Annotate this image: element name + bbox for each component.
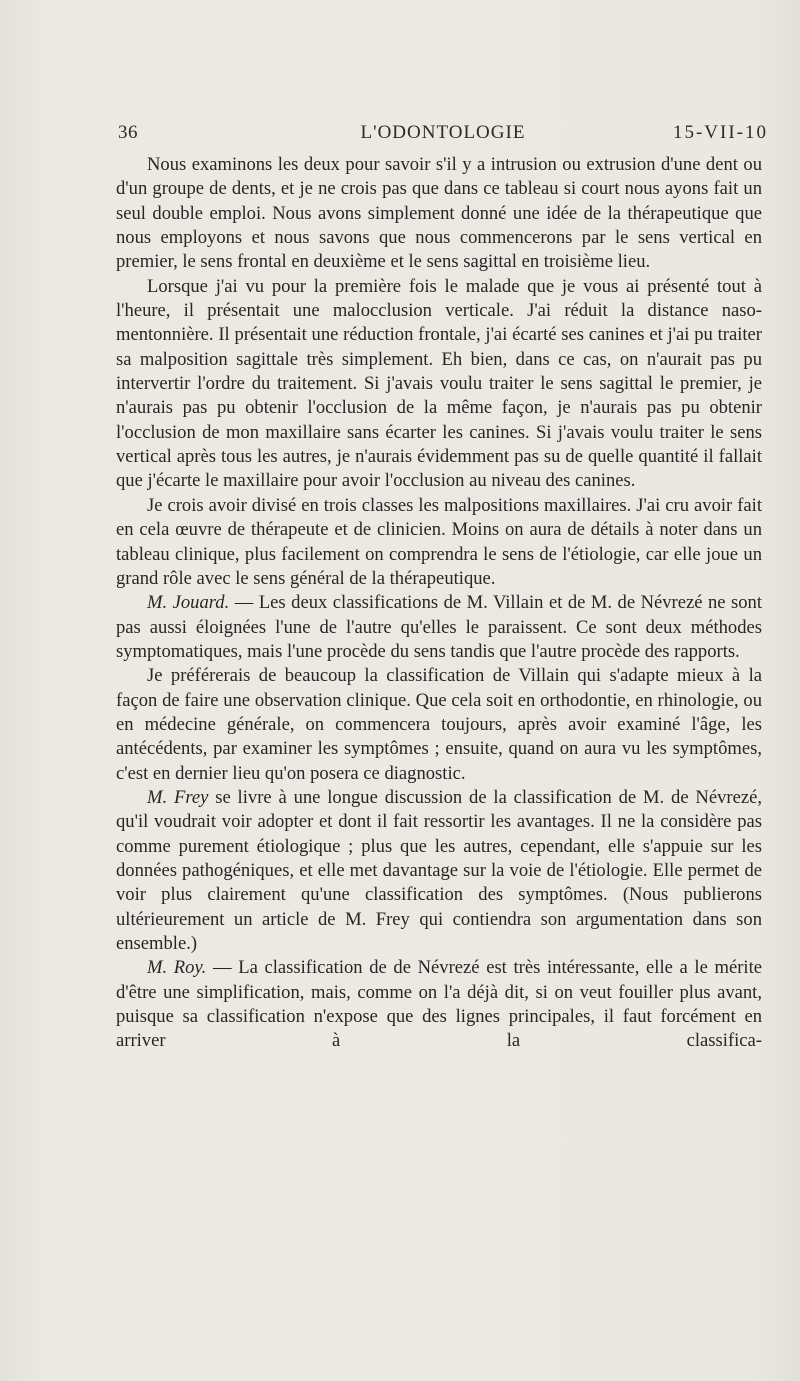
paragraph — [116, 494, 762, 591]
body-text — [116, 153, 762, 1054]
speaker-name: M. Jouard. — [147, 592, 230, 614]
journal-title: L'ODONTOLOGIE — [360, 122, 526, 143]
paragraph-text: Lorsque j'ai vu pour la première fois le malade que je vous ai présenté tout à l'heure, il présentait une malocclusion verticale. J'ai réduit la distance naso-mentonnière. Il présentait une réduction frontale, j'ai écarté ses canines et j'ai pu traiter sa malposition sagittale très simplement. Eh bien, dans ce cas, on n'aurait pas pu intervertir l'ordre du traitement. Si j'avais voulu traiter le sens sagittal le premier, je n'aurais pas pu obtenir l'occlusion de la même façon, je n'aurais pas pu obtenir l'occlusion de mon maxillaire sans écarter les canines. Si j'avais voulu traiter le sens vertical après tous les autres, je n'aurais évidemment pas su de quelle quantité il fallait que j'écarte le maxillaire pour avoir l'occlusion au niveau des canines. — [116, 275, 762, 492]
paragraph — [116, 956, 762, 1053]
running-head — [118, 122, 768, 152]
speaker-name: M. Frey — [147, 786, 209, 808]
page-number: 36 — [118, 122, 138, 143]
paragraph-text: Je préférerais de beaucoup la classification de Villain qui s'adapte mieux à la façon de faire une observation clinique. Que cela soit en orthodontie, en rhinologie, ou en médecine générale, on commencera toujours, après avoir examiné l'âge, les antécédents, par examiner les symptômes ; ensuite, quand on aura vu les symptômes, c'est en dernier lieu qu'on posera ce diagnostic. — [116, 665, 762, 784]
paragraph — [116, 275, 762, 494]
paragraph — [116, 664, 762, 786]
speaker-name: M. Roy. — [147, 957, 207, 979]
paragraph — [116, 786, 762, 956]
paragraph-text: se livre à une longue discussion de la classification de M. de Névrezé, qu'il voudrait voir adopter et dont il fait ressortir les avantages. Il ne la considère pas comme purement étiologique ; plus que les autres, cependant, elle s'appuie sur les données pathogéniques, et elle met davantage sur la voie de l'étiologie. Elle permet de voir plus clairement qu'une classification des symptômes. (Nous publierons ultérieurement un article de M. Frey qui contiendra son argumentation dans son ensemble.) — [116, 786, 762, 954]
paragraph-text: Nous examinons les deux pour savoir s'il y a intrusion ou extrusion d'une dent ou d'un groupe de dents, et je ne crois pas que dans ce tableau si court nous ayons fait un seul double emploi. Nous avons simplement donné une idée de la thérapeutique que nous employons et nous savons que nous commencerons par le sens vertical en premier, le sens frontal en deuxième et le sens sagittal en troisième lieu. — [116, 154, 762, 273]
paragraph-text: Je crois avoir divisé en trois classes les malpositions maxillaires. J'ai cru avoir fait en cela œuvre de thérapeute et de clinicien. Moins on aura de détails à noter dans un tableau clinique, plus facilement on comprendra le sens de l'étiologie, car elle joue un grand rôle avec le sens général de la thérapeutique. — [116, 494, 762, 589]
issue-date: 15-VII-10 — [672, 122, 768, 143]
paragraph-text: — Les deux classifications de M. Villain et de M. de Névrezé ne sont pas aussi éloignées l'une de l'autre qu'elles le paraissent. Ce sont deux méthodes symptomatiques, mais l'une procède du sens tandis que l'autre procède des rapports. — [116, 592, 763, 662]
paragraph-text: — La classification de de Névrezé est très intéressante, elle a le mérite d'être une simplification, mais, comme on l'a déjà dit, si on veut fouiller plus avant, puisque sa classification n'expose que des lignes principales, il faut forcément en arriver à la classifica- — [116, 957, 762, 1052]
paragraph — [116, 591, 762, 664]
paragraph — [116, 153, 762, 275]
